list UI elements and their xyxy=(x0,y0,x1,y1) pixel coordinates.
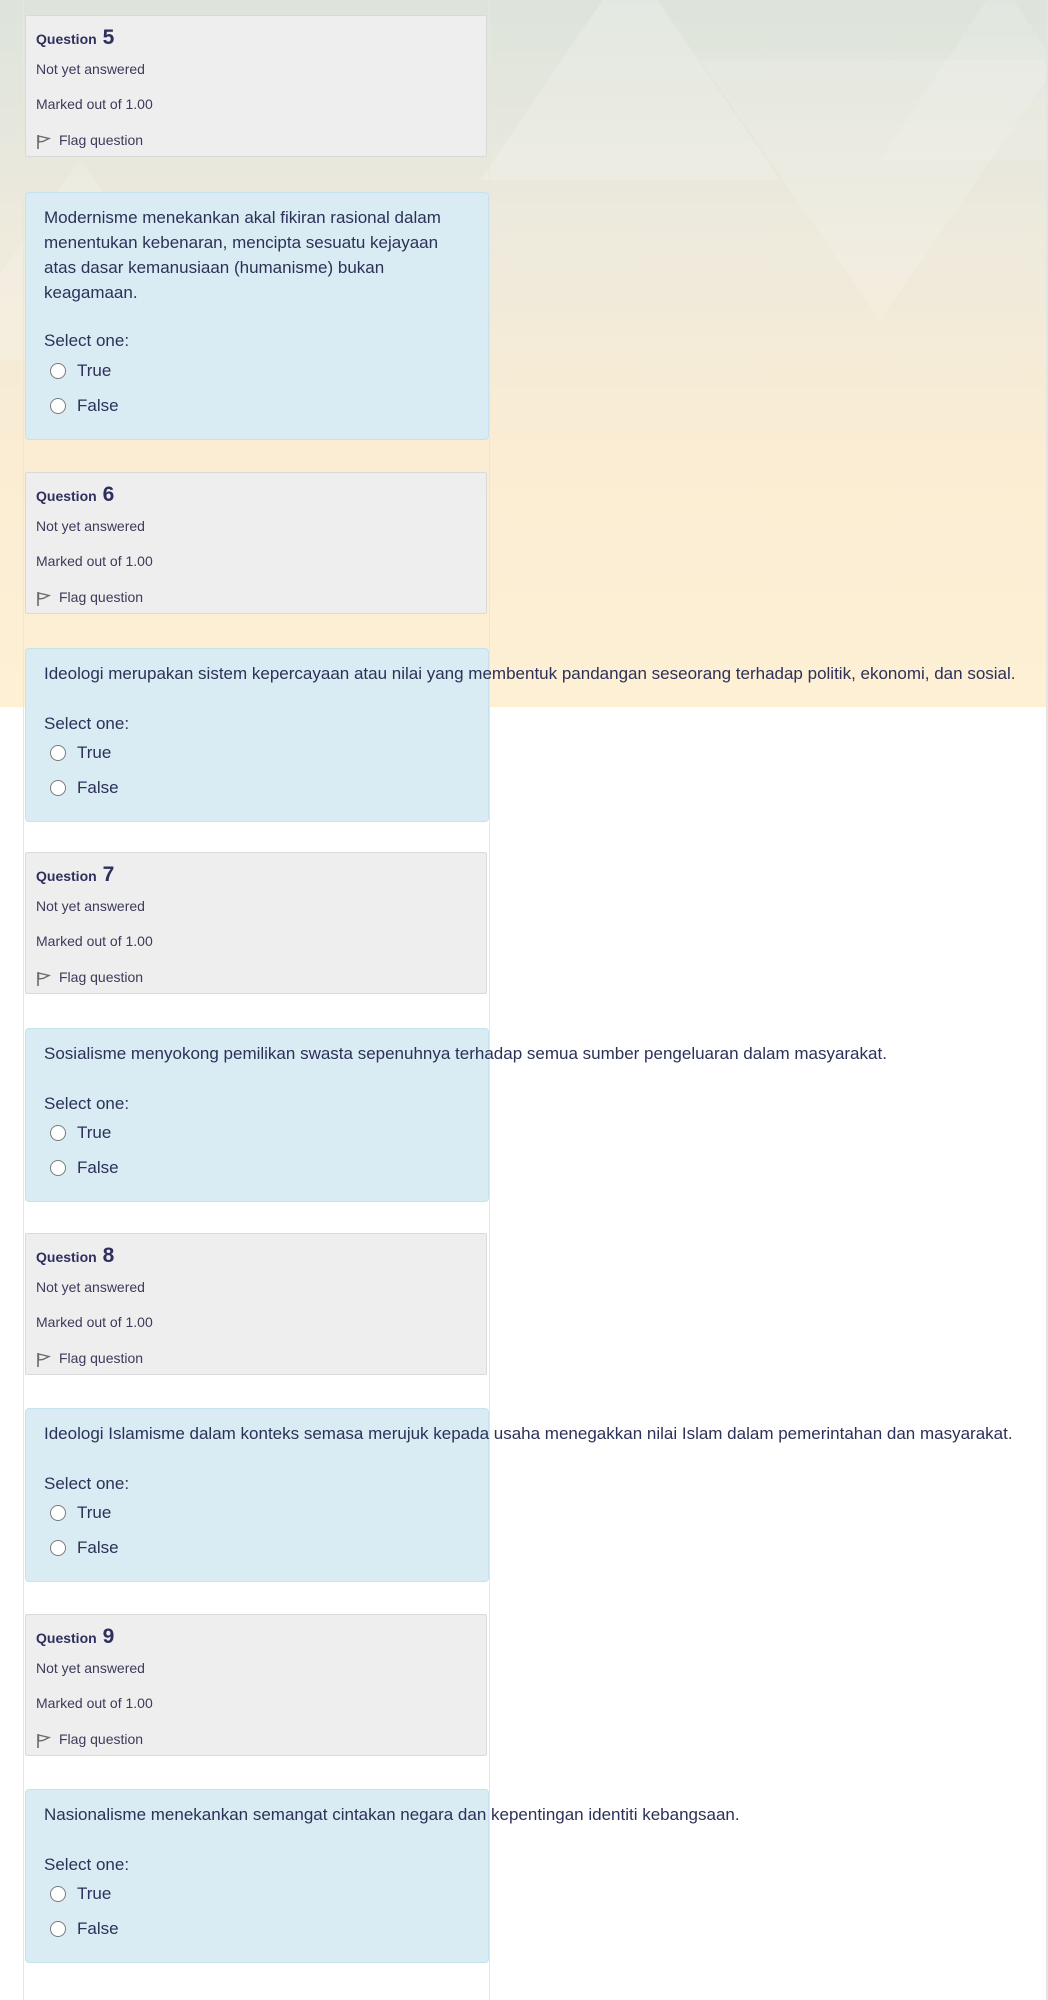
question-content-8 xyxy=(25,1408,1013,1582)
option-true[interactable]: True xyxy=(50,1884,111,1904)
select-one-prompt: Select one: xyxy=(44,331,130,350)
question-grade: Marked out of 1.00 xyxy=(36,96,153,112)
question-grade: Marked out of 1.00 xyxy=(36,1314,153,1330)
question-text: Nasionalisme menekankan semangat cintakan negara dan kepentingan identiti kebangsaan. xyxy=(44,1805,740,1824)
question-content-5 xyxy=(25,192,489,440)
flag-icon xyxy=(36,971,52,987)
select-one-prompt: Select one: xyxy=(44,1094,130,1113)
question-content-6 xyxy=(25,648,1016,822)
flag-question-link[interactable]: Flag question xyxy=(36,1348,143,1368)
question-number: Question 7 xyxy=(36,863,115,886)
option-false[interactable]: False xyxy=(50,1538,119,1558)
question-state: Not yet answered xyxy=(36,1279,145,1295)
radio-button[interactable] xyxy=(50,1160,66,1176)
radio-button[interactable] xyxy=(50,745,66,761)
option-true[interactable]: True xyxy=(50,1123,111,1143)
question-info-8 xyxy=(25,1233,487,1375)
flag-icon xyxy=(36,1352,52,1368)
option-false[interactable]: False xyxy=(50,1919,119,1939)
option-true[interactable]: True xyxy=(50,1503,111,1523)
question-info-6 xyxy=(25,472,487,614)
question-grade: Marked out of 1.00 xyxy=(36,1695,153,1711)
background-shape xyxy=(880,0,1048,160)
question-grade: Marked out of 1.00 xyxy=(36,933,153,949)
question-content-7 xyxy=(25,1028,887,1202)
radio-button[interactable] xyxy=(50,1886,66,1902)
question-content-9 xyxy=(25,1789,740,1963)
question-state: Not yet answered xyxy=(36,518,145,534)
option-false[interactable]: False xyxy=(50,396,119,416)
column-divider xyxy=(23,0,24,2000)
flag-question-link[interactable]: Flag question xyxy=(36,967,143,987)
question-number: Question 8 xyxy=(36,1244,115,1267)
flag-question-link[interactable]: Flag question xyxy=(36,130,143,150)
radio-button[interactable] xyxy=(50,780,66,796)
radio-button[interactable] xyxy=(50,398,66,414)
question-state: Not yet answered xyxy=(36,1660,145,1676)
flag-question-link[interactable]: Flag question xyxy=(36,1729,143,1749)
question-number: Question 5 xyxy=(36,26,115,49)
radio-button[interactable] xyxy=(50,1125,66,1141)
select-one-prompt: Select one: xyxy=(44,1474,130,1493)
question-text: Ideologi Islamisme dalam konteks semasa merujuk kepada usaha menegakkan nilai Islam dalam pemerintahan dan masyarakat. xyxy=(44,1424,1013,1443)
question-info-5 xyxy=(25,15,487,157)
select-one-prompt: Select one: xyxy=(44,714,130,733)
option-false[interactable]: False xyxy=(50,1158,119,1178)
select-one-prompt: Select one: xyxy=(44,1855,130,1874)
question-state: Not yet answered xyxy=(36,898,145,914)
question-text: Ideologi merupakan sistem kepercayaan atau nilai yang membentuk pandangan seseorang terhadap politik, ekonomi, dan sosial. xyxy=(44,664,1016,683)
radio-button[interactable] xyxy=(50,363,66,379)
question-number: Question 9 xyxy=(36,1625,115,1648)
radio-button[interactable] xyxy=(50,1540,66,1556)
flag-icon xyxy=(36,1733,52,1749)
option-true[interactable]: True xyxy=(50,743,111,763)
option-true[interactable]: True xyxy=(50,361,111,381)
radio-button[interactable] xyxy=(50,1921,66,1937)
option-false[interactable]: False xyxy=(50,778,119,798)
question-info-9 xyxy=(25,1614,487,1756)
question-state: Not yet answered xyxy=(36,61,145,77)
column-divider xyxy=(489,0,490,2000)
flag-icon xyxy=(36,134,52,150)
question-text: Modernisme menekankan akal fikiran rasional dalam menentukan kebenaran, mencipta sesuatu kejayaan atas dasar kemanusiaan (humanisme) bukan keagamaan. xyxy=(44,208,441,302)
question-text: Sosialisme menyokong pemilikan swasta sepenuhnya terhadap semua sumber pengeluaran dalam masyarakat. xyxy=(44,1044,887,1063)
question-grade: Marked out of 1.00 xyxy=(36,553,153,569)
question-info-7 xyxy=(25,852,487,994)
flag-question-link[interactable]: Flag question xyxy=(36,587,143,607)
flag-icon xyxy=(36,591,52,607)
question-number: Question 6 xyxy=(36,483,115,506)
radio-button[interactable] xyxy=(50,1505,66,1521)
